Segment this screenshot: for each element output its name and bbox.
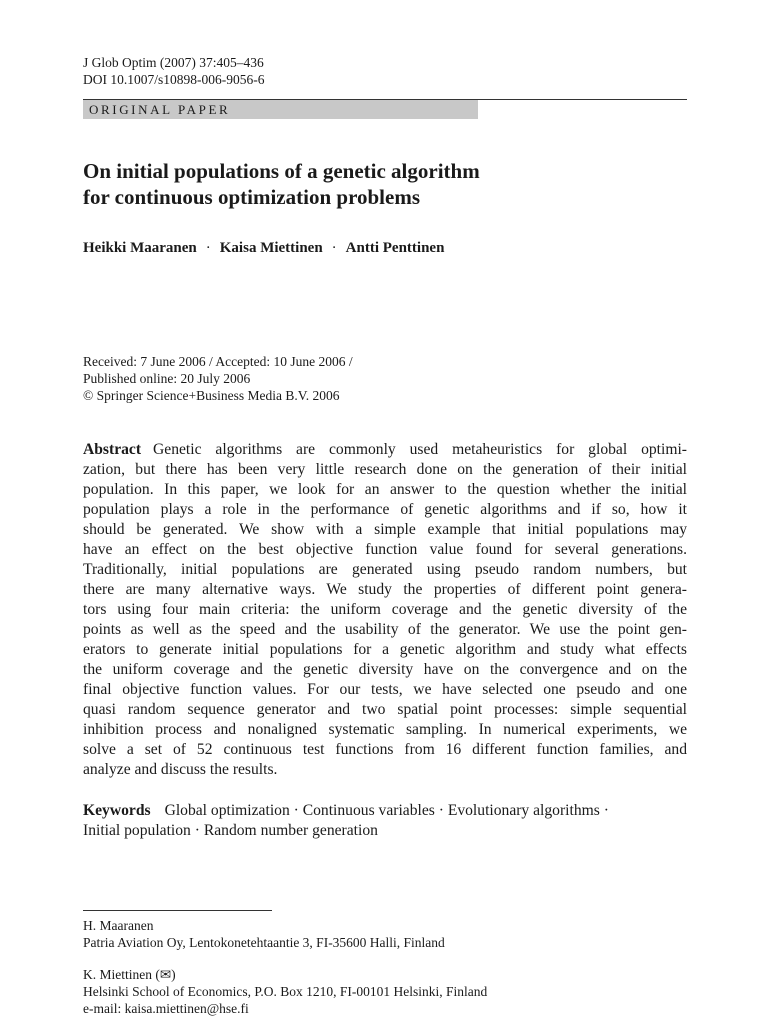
journal-doi: DOI 10.1007/s10898-006-9056-6 bbox=[83, 72, 265, 87]
author-separator: · bbox=[205, 240, 211, 256]
affiliation bbox=[83, 917, 445, 951]
author-name: Heikki Maaranen bbox=[83, 240, 197, 256]
footnote-rule bbox=[83, 910, 272, 911]
keywords bbox=[83, 801, 687, 841]
abstract-line: tors using four main criteria: the uniform coverage and the genetic diversity of the bbox=[83, 601, 687, 618]
abstract-line: erators to generate initial populations for a genetic algorithm and study what effects bbox=[83, 641, 687, 658]
affiliation-address: Helsinki School of Economics, P.O. Box 1210, FI-00101 Helsinki, Finland bbox=[83, 984, 488, 999]
journal-citation: J Glob Optim (2007) 37:405–436 bbox=[83, 55, 264, 70]
section-bar bbox=[83, 100, 478, 119]
author-separator: · bbox=[331, 240, 337, 256]
author-name: Kaisa Miettinen bbox=[219, 240, 323, 256]
abstract-line: there are many alternative ways. We study the properties of different point genera- bbox=[83, 581, 687, 598]
abstract-line: final objective function values. For our tests, we have selected one pseudo and one bbox=[83, 681, 687, 698]
abstract-line bbox=[83, 440, 687, 460]
title-line-2: for continuous optimization problems bbox=[83, 185, 421, 209]
published-date: Published online: 20 July 2006 bbox=[83, 371, 251, 386]
abstract-line: solve a set of 52 continuous test functions from 16 different function families, and bbox=[83, 741, 687, 758]
affiliation-address: Patria Aviation Oy, Lentokonetehtaantie 3, FI-35600 Halli, Finland bbox=[83, 935, 445, 950]
abstract-line: the uniform coverage and the genetic diversity have on the convergence and on the bbox=[83, 661, 687, 678]
abstract-line: population. In this paper, we look for an answer to the question whether the initial bbox=[83, 481, 687, 498]
received-accepted-date: Received: 7 June 2006 / Accepted: 10 June 2006 / bbox=[83, 354, 353, 369]
publication-dates bbox=[83, 353, 353, 404]
abstract-line: should be generated. We show with a simple example that initial populations may bbox=[83, 521, 687, 538]
paper-title bbox=[83, 158, 683, 210]
abstract bbox=[83, 440, 687, 780]
abstract-line: population plays a role in the performance of genetic algorithms and if so, how it bbox=[83, 501, 687, 518]
keywords-line bbox=[83, 801, 687, 821]
affiliation-name: H. Maaranen bbox=[83, 918, 154, 933]
copyright-notice: © Springer Science+Business Media B.V. 2006 bbox=[83, 388, 340, 403]
abstract-line: Traditionally, initial populations are generated using pseudo random numbers, but bbox=[83, 561, 687, 578]
author-name: Antti Penttinen bbox=[345, 240, 445, 256]
affiliation-name: K. Miettinen (✉) bbox=[83, 967, 176, 982]
affiliation bbox=[83, 966, 487, 1017]
abstract-line: analyze and discuss the results. bbox=[83, 761, 278, 778]
section-label: ORIGINAL PAPER bbox=[89, 102, 231, 117]
keywords-text: Global optimization · Continuous variables · Evolutionary algorithms · bbox=[164, 802, 609, 819]
abstract-line: points as well as the speed and the usability of the generator. We use the point gen- bbox=[83, 621, 687, 638]
abstract-line: zation, but there has been very little research done on the generation of their initial bbox=[83, 461, 687, 478]
journal-header bbox=[83, 54, 265, 88]
keywords-label: Keywords bbox=[83, 802, 151, 819]
abstract-line: have an effect on the best objective function value found for several generations. bbox=[83, 541, 687, 558]
affiliation-email: e-mail: kaisa.miettinen@hse.fi bbox=[83, 1001, 249, 1016]
abstract-label: Abstract bbox=[83, 441, 142, 458]
author-list bbox=[83, 238, 444, 258]
abstract-line: inhibition process and nonaligned systematic sampling. In numerical experiments, we bbox=[83, 721, 687, 738]
abstract-line: quasi random sequence generator and two spatial point processes: simple sequential bbox=[83, 701, 687, 718]
abstract-text: Genetic algorithms are commonly used metaheuristics for global optimi- bbox=[153, 441, 687, 458]
keywords-line: Initial population · Random number generation bbox=[83, 822, 378, 839]
title-line-1: On initial populations of a genetic algorithm bbox=[83, 159, 480, 183]
